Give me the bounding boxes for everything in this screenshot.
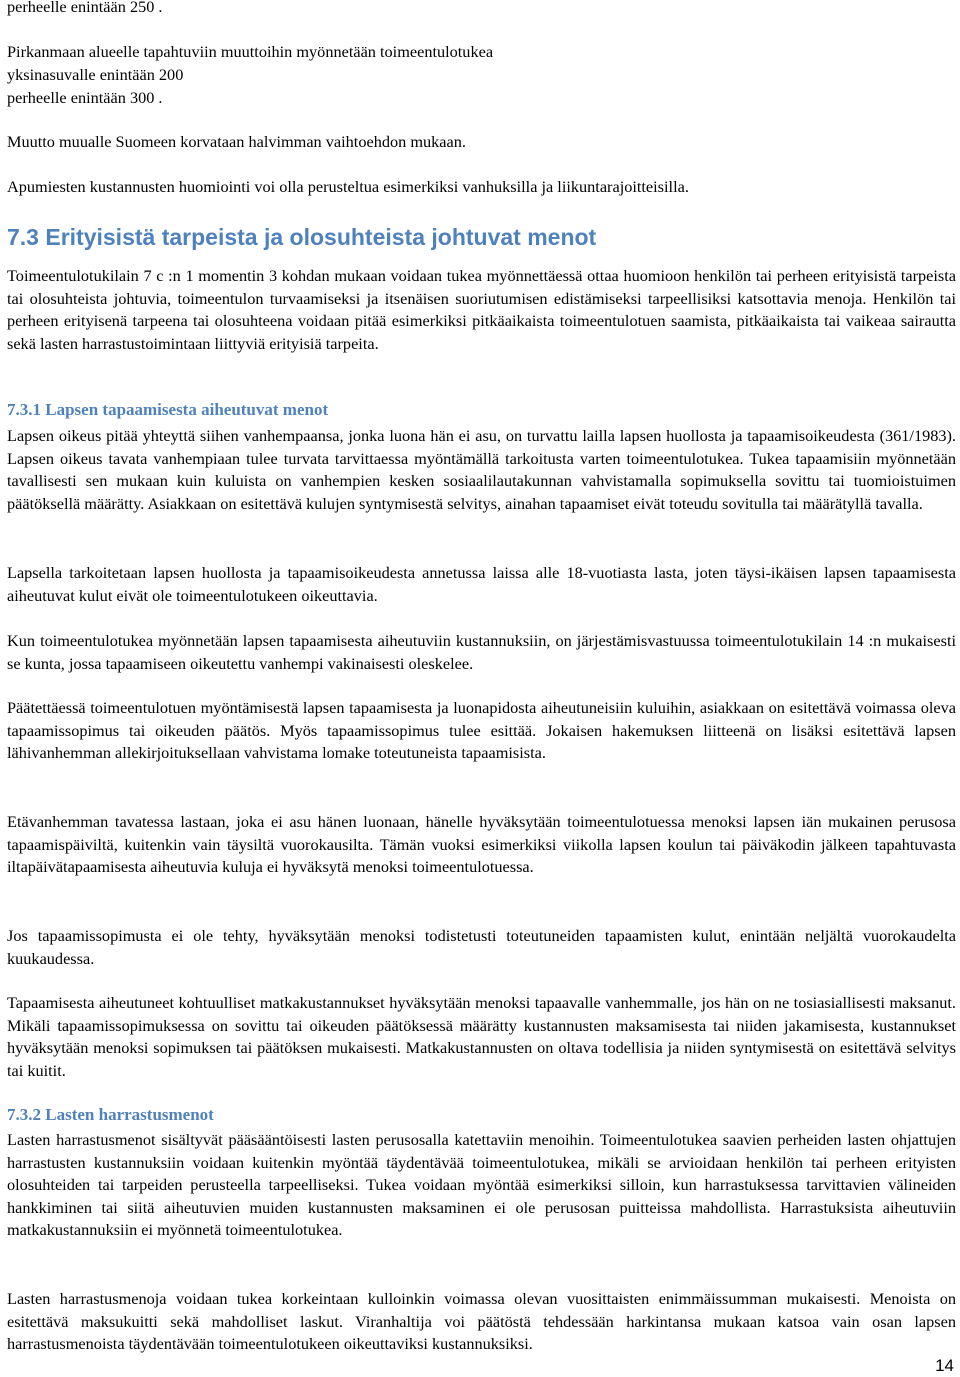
intro-line: perheelle enintään 250 .	[7, 0, 163, 16]
intro-line: perheelle enintään 300 .	[7, 88, 163, 107]
paragraph: Jos tapaamissopimusta ei ole tehty, hyväksytään menoksi todistetusti toteutuneiden tapaamisten kulut, enintään neljältä vuorokaudelta kuukaudessa.	[7, 926, 956, 968]
page-number: 14	[935, 1356, 954, 1375]
section-heading: 7.3 Erityisistä tarpeista ja olosuhteista johtuvat menot	[7, 224, 597, 250]
section-paragraph: Toimeentulotukilain 7 c :n 1 momentin 3 kohdan mukaan voidaan tukea myönnettäessä ottaa huomioon henkilön tai perheen erityisistä tarpeista tai olosuhteista johtuvia, toimeentulon turvaamiseksi ja itsenäisen suoriutumisen edistämiseksi tarpeellisiksi katsottavia menoja. Henkilön tai perheen erityisenä tarpeena tai olosuhteena voidaan pitää esimerkiksi pitkäaikaista toimeentulotuen saamista, pitkäaikaista tai vaikeaa sairautta sekä lasten harrastustoimintaan liittyviä erityisiä tarpeita.	[7, 266, 956, 353]
paragraph: Lasten harrastusmenoja voidaan tukea korkeintaan kulloinkin voimassa olevan vuosittaisten enimmäissumman mukaisesti. Menoista on esitettävä maksukuitti sekä mahdolliset laskut. Viranhaltija voi päätöstä tehdessään harkintansa mukaan katsoa vain osan lapsen harrastusmenoista täydentävään toimeentulotukeen oikeuttaviksi kustannuksiksi.	[7, 1289, 956, 1354]
subsection-heading	[7, 1104, 214, 1126]
paragraph: Lapsen oikeus pitää yhteyttä siihen vanhempaansa, jonka luona hän ei asu, on turvattu lailla lapsen huollosta ja tapaamisoikeudesta (361/1983). Lapsen oikeus tavata vanhempiaan tulee turvata tarvittaessa myöntämällä tarkoitusta varten toimeentulotukea. Tukea tapaamisiin myönnetään tavallisesti sen mukaan kuin kuluista on vanhempien kesken sosiaalilautakunnan vahvistamalla sopimuksella sovittu tai tuomioistuimen päätöksellä määrätty. Asiakkaan on esitettävä kulujen syntymisestä selvitys, ainahan tapaamiset eivät toteudu sovitulla tai määrätyllä tavalla.	[7, 426, 956, 513]
paragraph: Etävanhemman tavatessa lastaan, joka ei asu hänen luonaan, hänelle hyväksytään toimeentulotuessa menoksi lapsen iän mukainen perusosa tapaamispäiviltä, kuitenkin vain täysiltä vuorokausilta. Tämän vuoksi esimerkiksi viikolla lapsen koulun tai päiväkodin jälkeen tapahtuvasta iltapäivätapaamisesta aiheutuvia kuluja ei hyväksytä menoksi toimeentulotuessa.	[7, 812, 956, 877]
paragraph: Lasten harrastusmenot sisältyvät pääsääntöisesti lasten perusosalla katettaviin menoihin. Toimeentulotukea saavien perheiden lasten ohjattujen harrastusten kustannuksiin voidaan kuitenkin myöntää täydentävää toimeentulotukea, mikäli se arvioidaan henkilön tai perheen erityisten olosuhteiden tai tarpeiden perusteella tarpeelliseksi. Tukea voidaan myöntää esimerkiksi silloin, kun harrastuksessa tarvittavien välineiden hankkiminen tai siitä aiheutuvien muiden kustannusten maksaminen ei ole perusosan puitteissa mahdollista. Harrastuksista aiheutuviin matkakustannuksiin ei myönnetä toimeentulotukea.	[7, 1130, 956, 1240]
subsection-number: 7.3.2	[7, 1105, 41, 1124]
subsection-heading	[7, 399, 328, 421]
subsection-title: Lasten harrastusmenot	[45, 1105, 214, 1124]
paragraph: Tapaamisesta aiheutuneet kohtuulliset matkakustannukset hyväksytään menoksi tapaavalle vanhemmalle, jos hän on ne tosiasiallisesti maksanut. Mikäli tapaamissopimuksessa on sovittu tai oikeuden päätöksessä määrätty kustannusten maksamisesta tai niiden jakamisesta, kustannukset hyväksytään menoksi sopimuksen tai päätöksen mukaisesti. Matkakustannusten on oltava todellisia ja niiden syntymisestä on esitettävä selvitys tai kuitit.	[7, 993, 956, 1080]
subsection-title: Lapsen tapaamisesta aiheutuvat menot	[45, 400, 329, 419]
paragraph: Lapsella tarkoitetaan lapsen huollosta ja tapaamisoikeudesta annetussa laissa alle 18-vuotiasta lasta, joten täysi-ikäisen lapsen tapaamisesta aiheutuvat kulut eivät ole toimeentulotukeen oikeuttavia.	[7, 563, 956, 605]
intro-line: Apumiesten kustannusten huomiointi voi olla perusteltua esimerkiksi vanhuksilla ja liikuntarajoitteisilla.	[7, 177, 689, 196]
intro-line: yksinasuvalle enintään 200	[7, 65, 184, 84]
intro-line: Muutto muualle Suomeen korvataan halvimman vaihtoehdon mukaan.	[7, 132, 466, 151]
subsection-number: 7.3.1	[7, 400, 41, 419]
intro-line: Pirkanmaan alueelle tapahtuviin muuttoihin myönnetään toimeentulotukea	[7, 42, 494, 61]
paragraph: Kun toimeentulotukea myönnetään lapsen tapaamisesta aiheutuviin kustannuksiin, on järjestämisvastuussa toimeentulotukilain 14 :n mukaisesti se kunta, jossa tapaamiseen oikeutettu vanhempi vakinaisesti oleskelee.	[7, 631, 956, 673]
paragraph: Päätettäessä toimeentulotuen myöntämisestä lapsen tapaamisesta ja luonapidosta aiheutuneisiin kuluihin, asiakkaan on esitettävä voimassa oleva tapaamissopimus tai oikeuden päätös. Myös tapaamissopimus tulee esittää. Jokaisen hakemuksen liitteenä on lisäksi esitettävä lapsen lähivanhemman allekirjoituksellaan vahvistama lomake toteutuneista tapaamisista.	[7, 698, 956, 763]
